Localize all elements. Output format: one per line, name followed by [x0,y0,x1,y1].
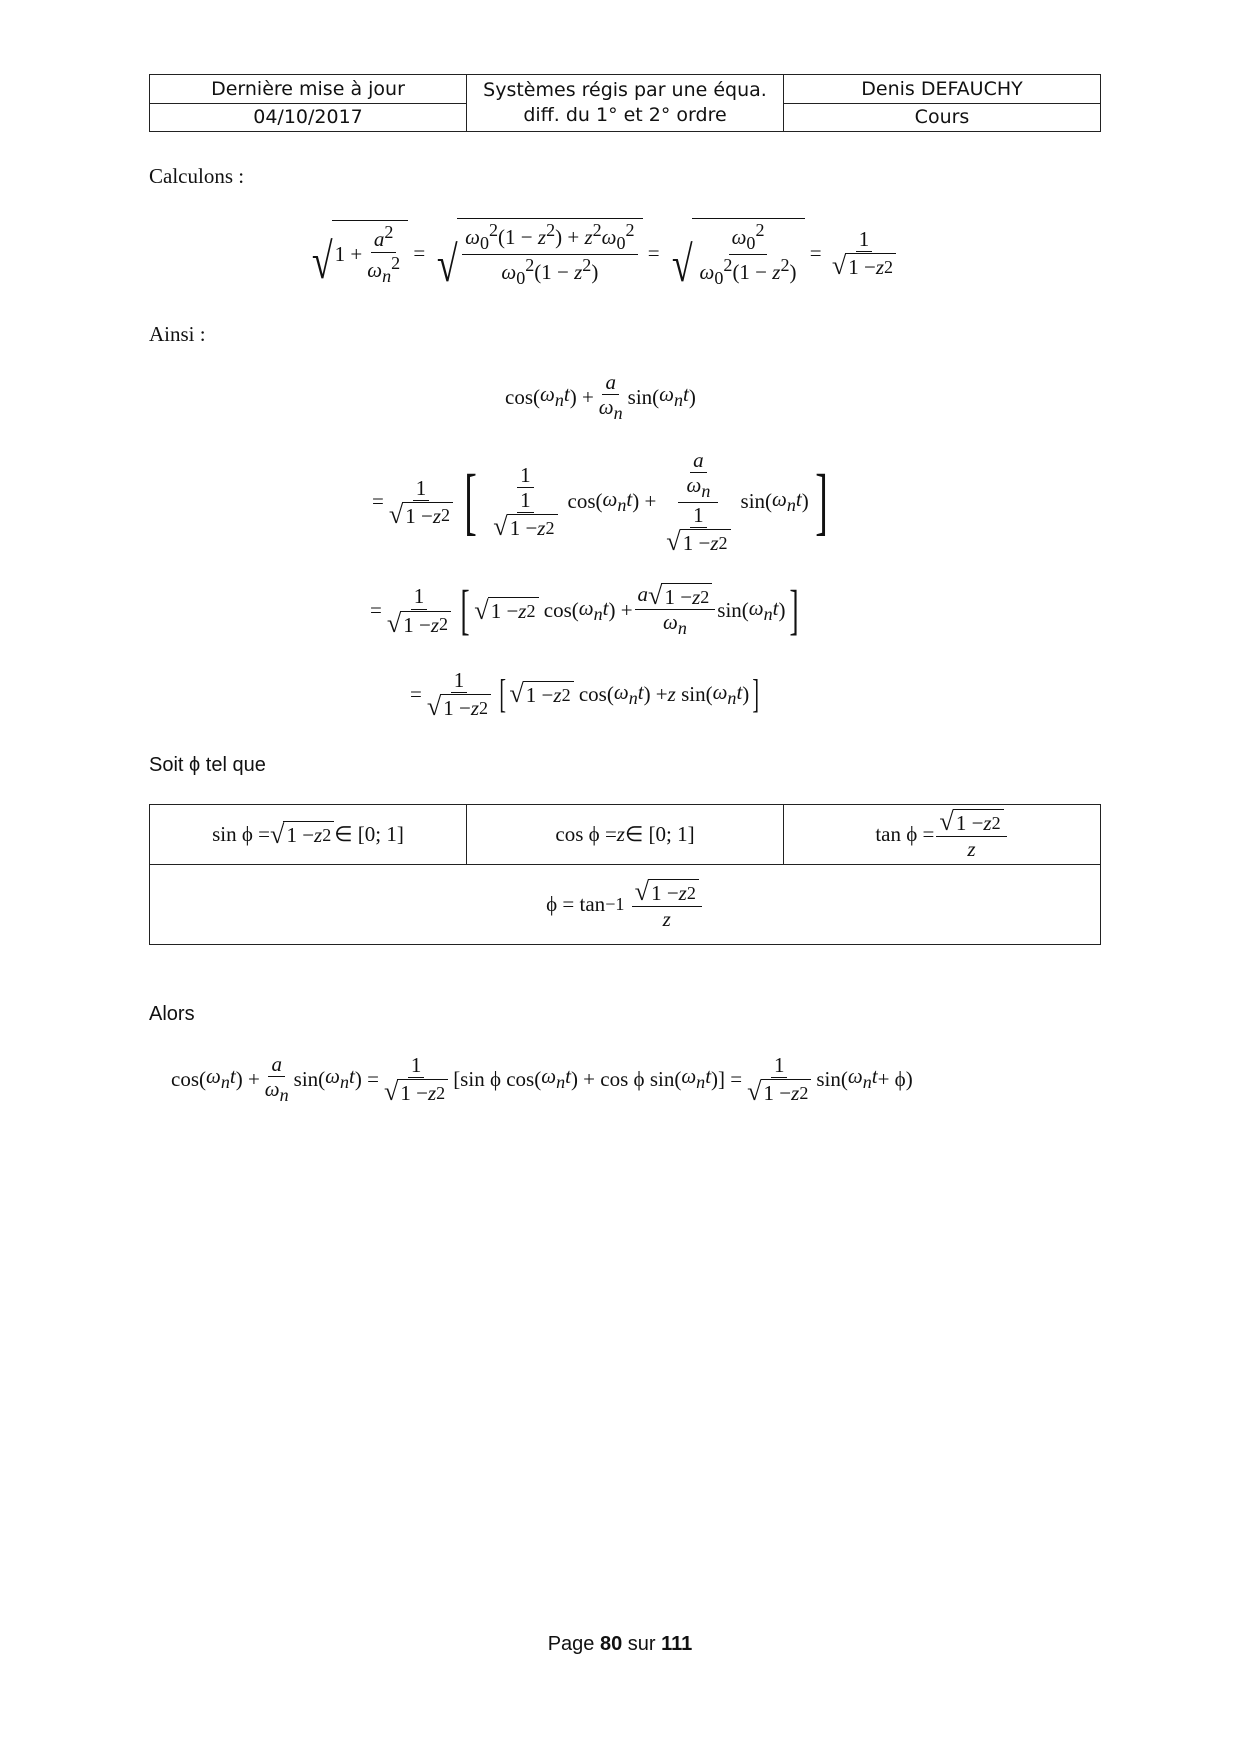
page-total: 111 [661,1633,693,1655]
alors-label: Alors [149,1003,195,1025]
tan-phi-cell: tan ϕ = √ 1 − z 2 z [784,805,1101,865]
sur-word: sur [627,1633,656,1655]
ainsi-label: Ainsi : [149,322,206,346]
cos-phi-range: ∈ [0; 1] [624,822,695,846]
author: Denis DEFAUCHY [784,75,1101,104]
calculons-label: Calculons : [149,164,245,188]
equation-ainsi-1: cos( $\omega_nt$ ) + $\frac{a}{\omega_n}$ sin( $\omega_nt$ ) [505,370,696,424]
cos-phi-cell: cos ϕ = z ∈ [0; 1] [467,805,784,865]
equation-ainsi-2: = 1 √ 1 − z 2 [ 1 1 √ 1 − z 2 cos( $\omega_nt$ ) + $\frac{a}{\omega_n}$ 1 √ 1 − z 2 sin( $\omega_nt$ ) ] [372,448,828,557]
phi-lhs: ϕ = tan [546,891,606,916]
page-word: Page [547,1633,595,1655]
title-line-2: diff. du 1° et 2° ordre [523,104,727,126]
sin-phi-lhs: sin ϕ = [212,822,271,846]
page-footer [0,1633,1240,1656]
equation-final: cos( $\omega_nt$ ) + $\frac{a}{\omega_n}$ sin( $\omega_nt$ ) = 1 √ 1 − z 2 [sin ϕ cos( $\omega_nt$ ) + cos ϕ sin( $\omega_nt$ )] = 1 √ 1 − z 2 sin( $\omega_nt$ + ϕ) [171,1052,913,1107]
update-date: 04/10/2017 [150,103,467,132]
tan-phi-lhs: tan ϕ = [875,821,935,846]
soit-label: Soit ϕ tel que [149,754,266,776]
phi-definition-table [149,804,1101,945]
last-update-label: Dernière mise à jour [150,75,467,104]
equation-ainsi-3: = 1 √ 1 − z 2 [ √ 1 − z 2 cos( $\omega_nt$ ) + a √ 1 − z 2 $\omega_n$ sin( $\omega_nt$ ) ] [370,579,800,641]
phi-arctan-cell: ϕ = tan −1 √ 1 − z 2 z [150,865,1101,945]
cos-phi-lhs: cos ϕ = [555,822,617,846]
equation-ainsi-4: = 1 √ 1 − z 2 [ √ 1 − z 2 cos( $\omega_nt$ ) + z sin( $\omega_nt$ ) ] [410,668,760,722]
equation-calculons: √ 1 + $\frac{a^2}{\omega_n^2}$ = √ $\frac{\omega_0^2(1 - z^2) + z^2\omega_0^2}{\omega_0^2(1 - z^2)}$ = √ $\frac{\omega_0^2}{\omega_0^2(1 - z^2)}$ = 1 √ 1 − z 2 [305,218,901,289]
sin-phi-cell: sin ϕ = √ 1 − z 2 ∈ [0; 1] [150,805,467,865]
document-header [149,74,1101,132]
sin-phi-range: ∈ [0; 1] [334,822,404,846]
page-number: 80 [599,1633,623,1655]
document-type: Cours [784,103,1101,132]
document-title [467,75,784,132]
title-line-1: Systèmes régis par une équa. [483,79,767,101]
